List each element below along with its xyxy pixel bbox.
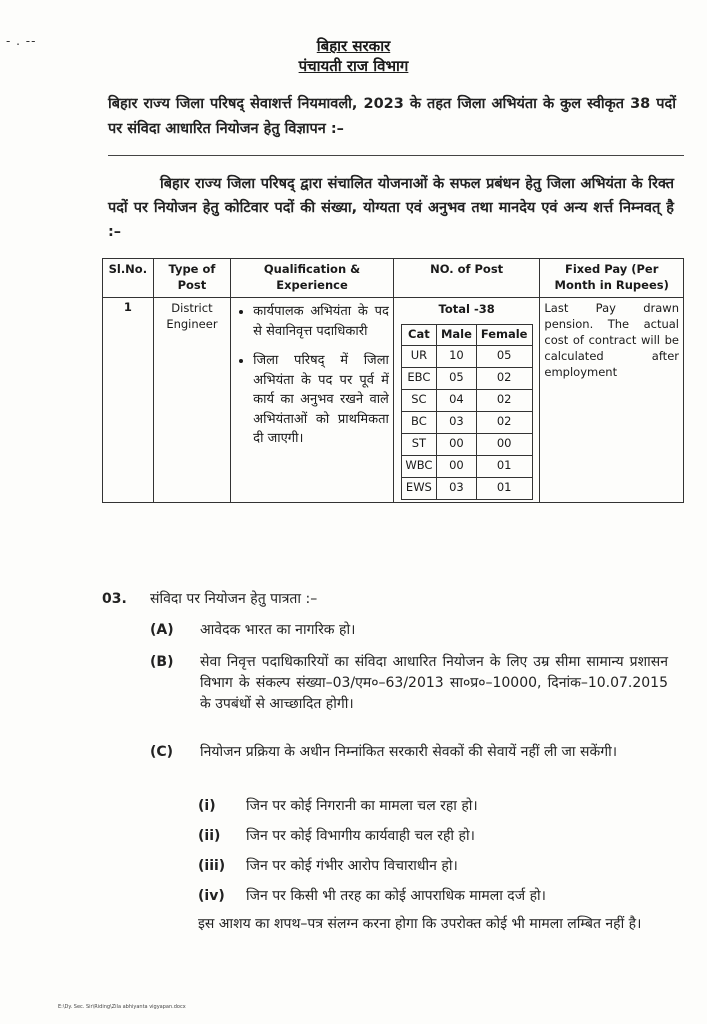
male-cell: 10 [437,346,477,368]
female-cell: 02 [476,412,532,434]
male-cell: 05 [437,368,477,390]
col-qualification: Qualification & Experience [231,259,394,298]
posts-table-header [103,259,684,298]
item-label: (B) [150,654,174,670]
cat-cell: EWS [401,478,437,500]
col-type: Type of Post [153,259,230,298]
row-posts [393,298,540,503]
item-text: आवेदक भारत का नागरिक हो। [200,622,356,638]
cat-cell: WBC [401,456,437,478]
row-type: District Engineer [153,298,230,503]
corner-mark: - . -- [6,34,37,48]
cat-cell: BC [401,412,437,434]
header-department [0,56,707,76]
male-header: Male [437,325,477,346]
col-slno: Sl.No. [103,259,154,298]
col-posts: NO. of Post [393,259,540,298]
male-cell: 04 [437,390,477,412]
female-cell: 02 [476,390,532,412]
section-title: संविदा पर नियोजन हेतु पात्रता :– [150,591,318,607]
row-pay: Last Pay drawn pension. The actual cost of contract will be calculated after employment [540,298,684,503]
female-cell: 00 [476,434,532,456]
closing-paragraph: इस आशय का शपथ–पत्र संलग्न करना होगा कि उपरोक्त कोई भी मामला लम्बित नहीं है। [198,916,642,932]
subitem-text: जिन पर किसी भी तरह का कोई आपराधिक मामला दर्ज हो। [246,888,546,904]
subitem-text: जिन पर कोई निगरानी का मामला चल रहा हो। [246,798,478,814]
category-row [401,390,532,412]
qualification-item: • कार्यपालक अभियंता के पद से सेवानिवृत्त पदाधिकारी [253,302,389,341]
subitem-text: जिन पर कोई विभागीय कार्यवाही चल रही हो। [246,828,475,844]
male-cell: 03 [437,412,477,434]
item-label: (A) [150,622,174,638]
subitem-label: (iii) [198,858,226,874]
cat-header: Cat [401,325,437,346]
category-row [401,368,532,390]
cat-cell: SC [401,390,437,412]
male-cell: 03 [437,478,477,500]
item-label: (C) [150,744,174,760]
female-cell: 05 [476,346,532,368]
section-number: 03. [102,591,127,607]
subitem-label: (i) [198,798,216,814]
category-row [401,346,532,368]
header-government-text: बिहार सरकार [316,37,391,55]
cat-cell: UR [401,346,437,368]
category-row [401,456,532,478]
intro-paragraph: बिहार राज्य जिला परिषद् द्वारा संचालित योजनाओं के सफल प्रबंधन हेतु जिला अभियंता के रिक्त पदों पर नियोजन हेतु कोटिवार पदों की संख्या, योग्यता एवं अनुभव तथा मानदेय एवं अन्य शर्त्त निम्नवत् है :– [108,176,674,240]
subject-line: बिहार राज्य जिला परिषद् सेवाशर्त्त नियमावली, 2023 के तहत जिला अभियंता के कुल स्वीकृत 38 पदों पर संविदा आधारित नियोजन हेतु विज्ञापन :– [108,96,676,137]
female-cell: 01 [476,456,532,478]
posts-total: Total -38 [438,302,495,316]
subitem-label: (iv) [198,888,225,904]
item-text: नियोजन प्रक्रिया के अधीन निम्नांकित सरकारी सेवकों की सेवायें नहीं ली जा सकेंगी। [200,744,618,760]
female-header: Female [476,325,532,346]
category-table [401,324,533,500]
divider [108,155,684,156]
row-qualification [231,298,394,503]
category-row [401,412,532,434]
col-pay: Fixed Pay (Per Month in Rupees) [540,259,684,298]
subitem-text: जिन पर कोई गंभीर आरोप विचाराधीन हो। [246,858,458,874]
cat-cell: EBC [401,368,437,390]
male-cell: 00 [437,434,477,456]
qualification-item: • जिला परिषद् में जिला अभियंता के पद पर पूर्व में कार्य का अनुभव रखने वाले अभियंताओं को प्राथमिकता दी जाएगी। [253,351,389,449]
row-slno: 1 [103,298,154,503]
item-text: सेवा निवृत्त पदाधिकारियों का संविदा आधारित नियोजन के लिए उम्र सीमा सामान्य प्रशासन विभाग के संकल्प संख्या–03/एम०–63/2013 सा०प्र०–10000, दिनांक–10.07.2015 के उपबंधों से आच्छादित होगी। [200,654,668,712]
subitem-label: (ii) [198,828,221,844]
cat-cell: ST [401,434,437,456]
table-row [103,298,684,503]
female-cell: 01 [476,478,532,500]
category-row [401,478,532,500]
category-row [401,434,532,456]
posts-table [102,258,684,503]
female-cell: 02 [476,368,532,390]
footer-file-path: E:\Dy. Sec. Sir\Riding\Zila abhiyanta vigyapan.docx [58,1004,186,1010]
header-department-text: पंचायती राज विभाग [298,57,409,75]
header-government [0,36,707,56]
male-cell: 00 [437,456,477,478]
